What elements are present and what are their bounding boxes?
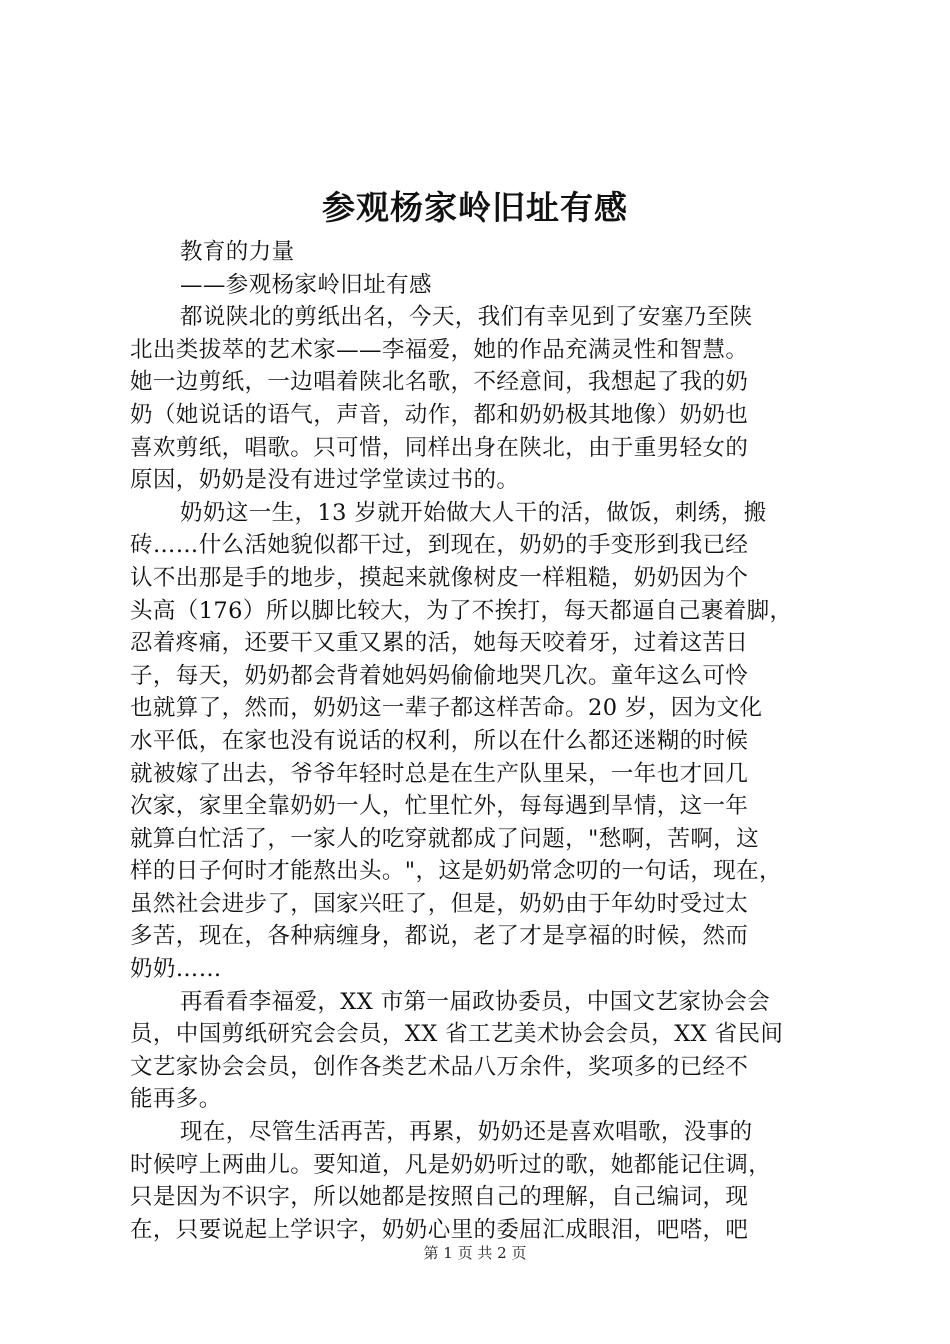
text-line: 在，只要说起上学识字，奶奶心里的委屈汇成眼泪，吧嗒，吧: [130, 1216, 749, 1243]
text-line: 头高（176）所以脚比较大，为了不挨打，每天都逼自己裹着脚，: [130, 597, 793, 624]
text-line: 水平低，在家也没有说话的权利，所以在什么都还迷糊的时候: [130, 727, 749, 754]
text-line: 多苦，现在，各种病缠身，都说，老了才是享福的时候，然而: [130, 923, 749, 950]
text-line: ——参观杨家岭旧址有感: [180, 271, 432, 298]
text-line: 再看看李福爱，XX 市第一届政协委员，中国文艺家协会会: [180, 988, 770, 1015]
text-line: 次家，家里全靠奶奶一人，忙里忙外，每每遇到旱情，这一年: [130, 793, 749, 820]
text-line: 样的日子何时才能熬出头。"，这是奶奶常念叨的一句话，现在，: [130, 858, 782, 885]
text-line: 只是因为不识字，所以她都是按照自己的理解，自己编词，现: [130, 1184, 749, 1211]
document-title: 参观杨家岭旧址有感: [322, 188, 628, 227]
text-line: 奶奶这一生，13 岁就开始做大人干的活，做饭，刺绣，搬: [180, 499, 767, 526]
text-line: 她一边剪纸，一边唱着陕北名歌，不经意间，我想起了我的奶: [130, 369, 749, 396]
page-footer: 第 1 页 共 2 页: [423, 1244, 527, 1262]
text-line: 现在，尽管生活再苦，再累，奶奶还是喜欢唱歌，没事的: [180, 1119, 753, 1146]
text-line: 认不出那是手的地步，摸起来就像树皮一样粗糙，奶奶因为个: [130, 564, 749, 591]
document-body: [130, 236, 833, 1246]
text-line: 能再多。: [130, 1086, 222, 1113]
text-line: 奶奶……: [130, 956, 222, 983]
text-line: 时候哼上两曲儿。要知道，凡是奶奶听过的歌，她都能记住调，: [130, 1151, 772, 1178]
text-line: 砖……什么活她貌似都干过，到现在，奶奶的手变形到我已经: [130, 532, 749, 559]
text-line: 子，每天，奶奶都会背着她妈妈偷偷地哭几次。童年这么可怜: [130, 662, 749, 689]
text-line: 虽然社会进步了，国家兴旺了，但是，奶奶由于年幼时受过太: [130, 890, 749, 917]
text-line: 文艺家协会会员，创作各类艺术品八万余件，奖项多的已经不: [130, 1053, 749, 1080]
text-line: 就算白忙活了，一家人的吃穿就都成了问题，"愁啊，苦啊，这: [130, 825, 760, 852]
text-line: 原因，奶奶是没有进过学堂读过书的。: [130, 467, 520, 494]
text-line: 就被嫁了出去，爷爷年轻时总是在生产队里呆，一年也才回几: [130, 760, 749, 787]
text-line: 教育的力量: [180, 239, 295, 265]
text-line: 员，中国剪纸研究会会员，XX 省工艺美术协会会员，XX 省民间: [130, 1021, 784, 1048]
text-line: 忍着疼痛，还要干又重又累的活，她每天咬着牙，过着这苦日: [130, 630, 749, 657]
text-line: 喜欢剪纸，唱歌。只可惜，同样出身在陕北，由于重男轻女的: [130, 434, 749, 461]
text-line: 北出类拔萃的艺术家——李福爱，她的作品充满灵性和智慧。: [130, 336, 749, 363]
text-line: 也就算了，然而，奶奶这一辈子都这样苦命。20 岁，因为文化: [130, 695, 763, 722]
text-line: 都说陕北的剪纸出名，今天，我们有幸见到了安塞乃至陕: [180, 304, 753, 331]
text-line: 奶（她说话的语气，声音，动作，都和奶奶极其地像）奶奶也: [130, 401, 749, 428]
